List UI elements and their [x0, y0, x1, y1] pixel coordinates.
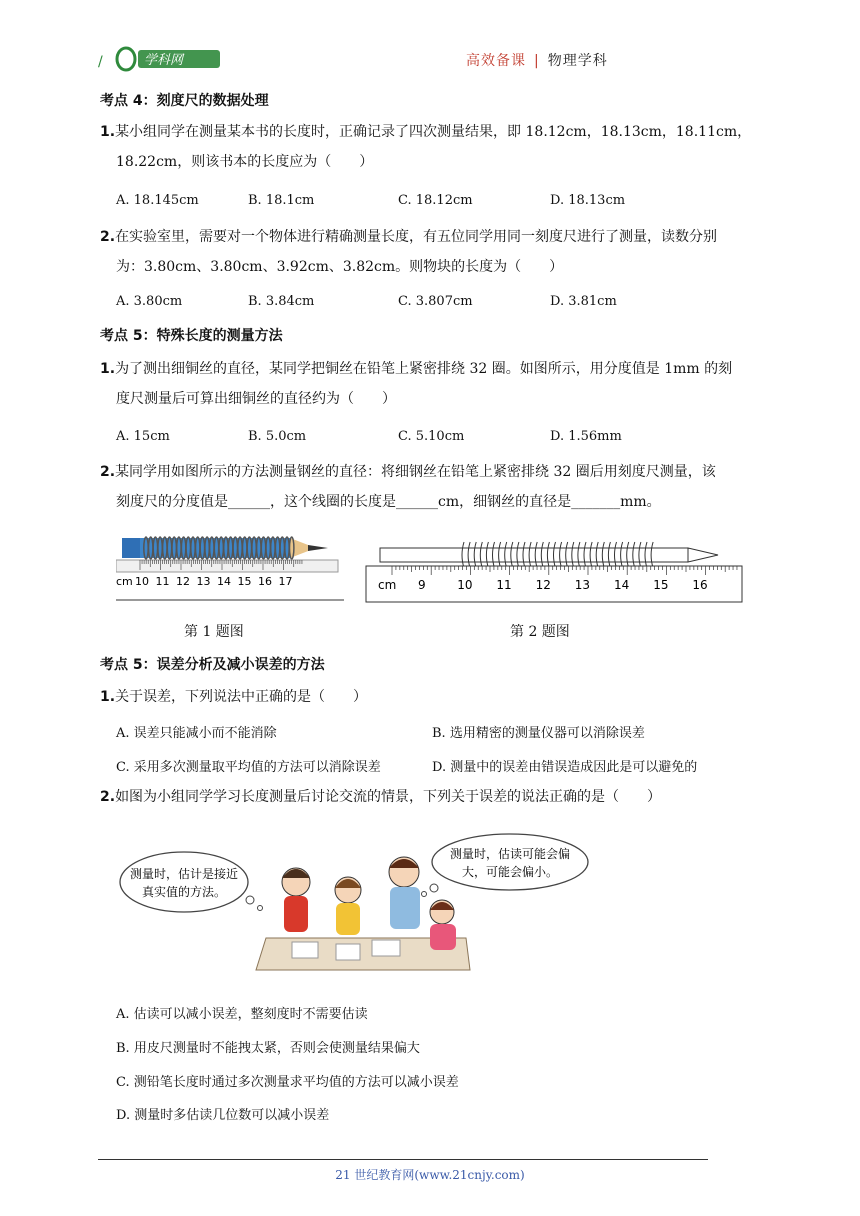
question-text: 如图为小组同学学习长度测量后讨论交流的情景，下列关于误差的说法正确的是（ ） [115, 789, 662, 805]
question-number: 1. [100, 689, 116, 705]
option-a[interactable]: A. 误差只能减小而不能消除 [116, 726, 277, 741]
question-number: 1. [100, 361, 116, 377]
option-b[interactable]: B. 3.84cm [248, 294, 315, 309]
section-title: 考点 4：刻度尺的数据处理 [100, 93, 269, 109]
ruler-tick-label: 12 [176, 575, 190, 588]
question-number: 2. [100, 229, 116, 245]
question [100, 354, 772, 414]
option-a[interactable]: A. 3.80cm [116, 294, 183, 309]
option-b[interactable]: B. 选用精密的测量仪器可以消除误差 [432, 726, 645, 741]
option-c[interactable]: C. 测铅笔长度时通过多次测量求平均值的方法可以减小误差 [116, 1075, 459, 1090]
ruler-tick-label: 11 [496, 578, 512, 592]
ruler-tick-label: 10 [135, 575, 149, 588]
ruler-tick-label: 17 [278, 575, 293, 588]
ruler-tick-label: 10 [457, 578, 473, 592]
ruler-tick-label: 11 [155, 575, 170, 588]
question-number: 2. [100, 464, 116, 480]
question-text: 某小组同学在测量某本书的长度时，正确记录了四次测量结果，即 18.12cm，18.13cm，18.11cm， [115, 124, 752, 140]
figure-caption: 第 1 题图 [184, 624, 244, 640]
ruler-unit: cm [378, 578, 397, 592]
option-c[interactable]: C. 5.10cm [398, 429, 465, 444]
figure-1 [116, 524, 346, 608]
question-number: 1. [100, 124, 116, 140]
footer-text: 21 世纪教育网(www.21cnjy.com) [335, 1168, 525, 1182]
option-b[interactable]: B. 用皮尺测量时不能拽太紧，否则会使测量结果偏大 [116, 1041, 420, 1056]
logo [96, 44, 226, 74]
logo-text: 学科网 [144, 53, 184, 68]
ruler-tick-label: 14 [614, 578, 630, 592]
svg-text:/: / [98, 54, 103, 70]
discussion-illustration [116, 830, 592, 980]
option-c[interactable]: C. 18.12cm [398, 193, 473, 208]
question [100, 782, 772, 812]
question [100, 117, 772, 177]
option-a[interactable]: A. 估读可以减小误差，整刻度时不需要估读 [116, 1007, 368, 1022]
question-text: 在实验室里，需要对一个物体进行精确测量长度，有五位同学用同一刻度尺进行了测量，读数分别 [115, 229, 718, 245]
ruler-tick-label: 14 [217, 575, 231, 588]
question-number: 2. [100, 789, 116, 805]
bubble-text: 测量时，估计是接近 [129, 867, 239, 881]
section-title: 考点 5：误差分析及减小误差的方法 [100, 657, 325, 673]
ruler-tick-label: 16 [258, 575, 272, 588]
option-d[interactable]: D. 1.56mm [550, 429, 622, 444]
question [100, 457, 772, 517]
bubble-text: 大，可能会偏小。 [461, 865, 559, 879]
ruler-tick-label: 15 [653, 578, 669, 592]
option-d[interactable]: D. 测量时多估读几位数可以减小误差 [116, 1108, 330, 1123]
option-a[interactable]: A. 18.145cm [116, 193, 199, 208]
bubble-text: 真实值的方法。 [141, 885, 227, 899]
question-text: 为了测出细铜丝的直径，某同学把铜丝在铅笔上紧密排绕 32 圈。如图所示，用分度值是 1mm 的刻 [115, 361, 733, 377]
section-title: 考点 5：特殊长度的测量方法 [100, 328, 283, 344]
figure-caption: 第 2 题图 [510, 624, 570, 640]
option-c[interactable]: C. 3.807cm [398, 294, 473, 309]
option-c[interactable]: C. 采用多次测量取平均值的方法可以消除误差 [116, 760, 381, 775]
option-d[interactable]: D. 18.13cm [550, 193, 626, 208]
header-separator: | [534, 53, 540, 69]
question-text-cont: 刻度尺的分度值是______，这个线圈的长度是______cm，细钢丝的直径是_______mm。 [116, 494, 661, 510]
option-a[interactable]: A. 15cm [116, 429, 170, 444]
question-text: 某同学用如图所示的方法测量钢丝的直径：将细钢丝在铅笔上紧密排绕 32 圈后用刻度尺测量，该 [115, 464, 716, 480]
question [100, 222, 772, 282]
question-text-cont: 18.22cm，则该书本的长度应为（ ） [116, 154, 374, 170]
option-d[interactable]: D. 测量中的误差由错误造成因此是可以避免的 [432, 760, 698, 775]
header-subject: 物理学科 [547, 53, 608, 69]
ruler-tick-label: 9 [418, 578, 426, 592]
question-text: 关于误差，下列说法中正确的是（ ） [115, 689, 368, 705]
option-b[interactable]: B. 5.0cm [248, 429, 307, 444]
option-d[interactable]: D. 3.81cm [550, 294, 617, 309]
option-b[interactable]: B. 18.1cm [248, 193, 315, 208]
header-title [466, 50, 608, 70]
ruler-tick-label: 16 [692, 578, 708, 592]
footer-divider [98, 1159, 708, 1160]
header-brand: 高效备课 [466, 53, 526, 69]
ruler-tick-label: 15 [237, 575, 252, 588]
question-text-cont: 度尺测量后可算出细铜丝的直径约为（ ） [116, 391, 396, 407]
question [100, 682, 772, 712]
ruler-tick-label: 13 [196, 575, 211, 588]
ruler-tick-label: 12 [535, 578, 551, 592]
ruler-unit: cm [116, 575, 133, 588]
bubble-text: 测量时，估读可能会偏 [449, 847, 571, 861]
question-text-cont: 为：3.80cm、3.80cm、3.92cm、3.82cm。则物块的长度为（ ） [116, 259, 564, 275]
ruler-tick-label: 13 [574, 578, 591, 592]
figure-2 [352, 522, 744, 610]
